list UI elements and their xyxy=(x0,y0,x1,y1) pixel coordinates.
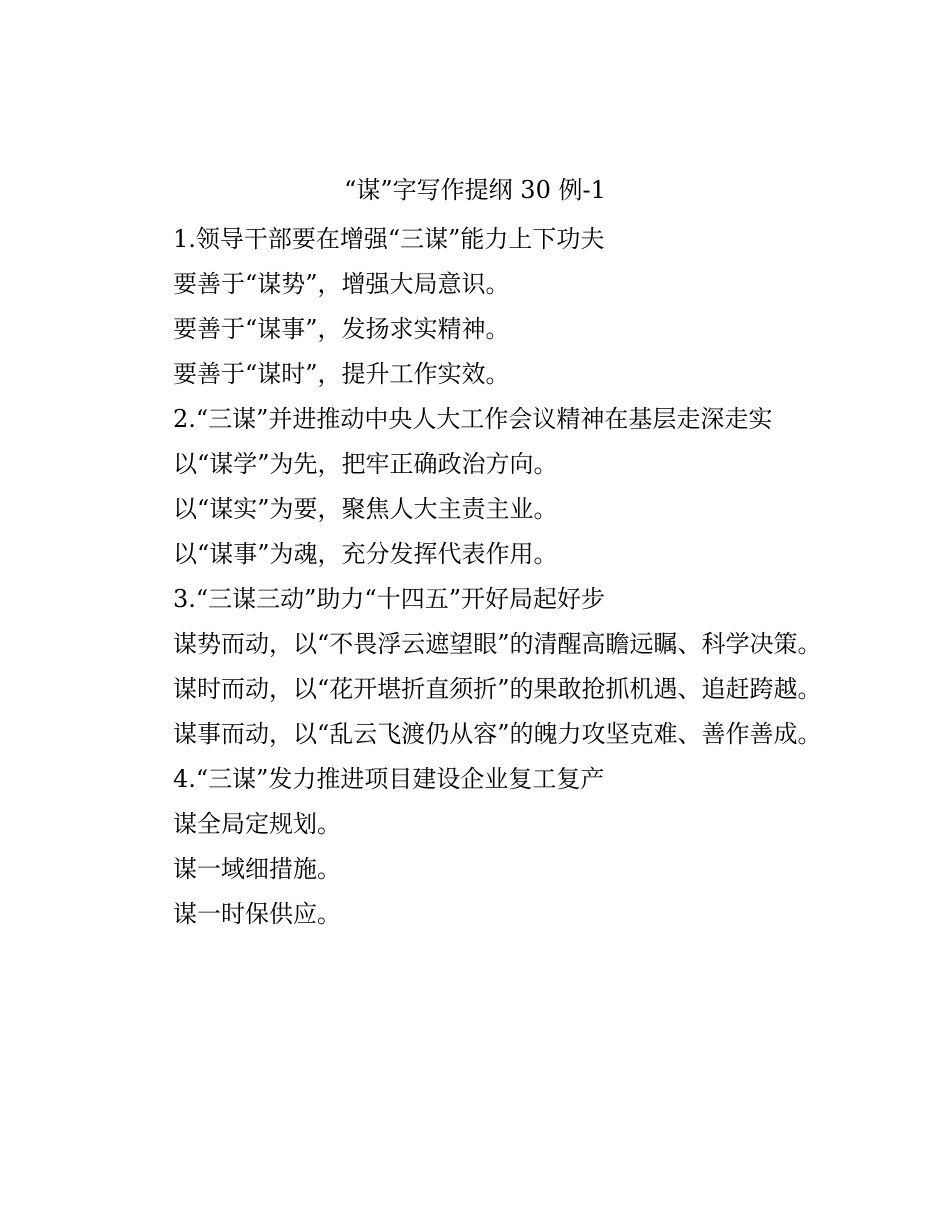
heading-1: 1.领导干部要在增强“三谋”能力上下功夫 xyxy=(173,225,605,253)
paragraph: 要善于“谋时”，提升工作实效。 xyxy=(173,360,510,388)
paragraph: 谋时而动，以“花开堪折直须折”的果敢抢抓机遇、追赶跨越。 xyxy=(173,675,822,703)
heading-2: 2.“三谋”并进推动中央人大工作会议精神在基层走深走实 xyxy=(173,405,773,433)
paragraph: 要善于“谋势”，增强大局意识。 xyxy=(173,270,510,298)
paragraph: 谋势而动，以“不畏浮云遮望眼”的清醒高瞻远瞩、科学决策。 xyxy=(173,630,822,658)
paragraph: 以“谋事”为魂，充分发挥代表作用。 xyxy=(173,540,558,568)
paragraph: 以“谋学”为先，把牢正确政治方向。 xyxy=(173,450,558,478)
heading-3: 3.“三谋三动”助力“十四五”开好局起好步 xyxy=(173,585,605,613)
paragraph: 以“谋实”为要，聚焦人大主责主业。 xyxy=(173,495,558,523)
paragraph: 谋全局定规划。 xyxy=(173,810,341,838)
heading-4: 4.“三谋”发力推进项目建设企业复工复产 xyxy=(173,765,605,793)
paragraph: 谋事而动，以“乱云飞渡仍从容”的魄力攻坚克难、善作善成。 xyxy=(173,720,822,748)
document-body xyxy=(124,217,836,937)
paragraph: 要善于“谋事”，发扬求实精神。 xyxy=(173,315,510,343)
document-title: “谋”字写作提纲 30 例-1 xyxy=(344,176,606,204)
paragraph: 谋一时保供应。 xyxy=(173,900,341,928)
paragraph: 谋一域细措施。 xyxy=(173,855,341,883)
